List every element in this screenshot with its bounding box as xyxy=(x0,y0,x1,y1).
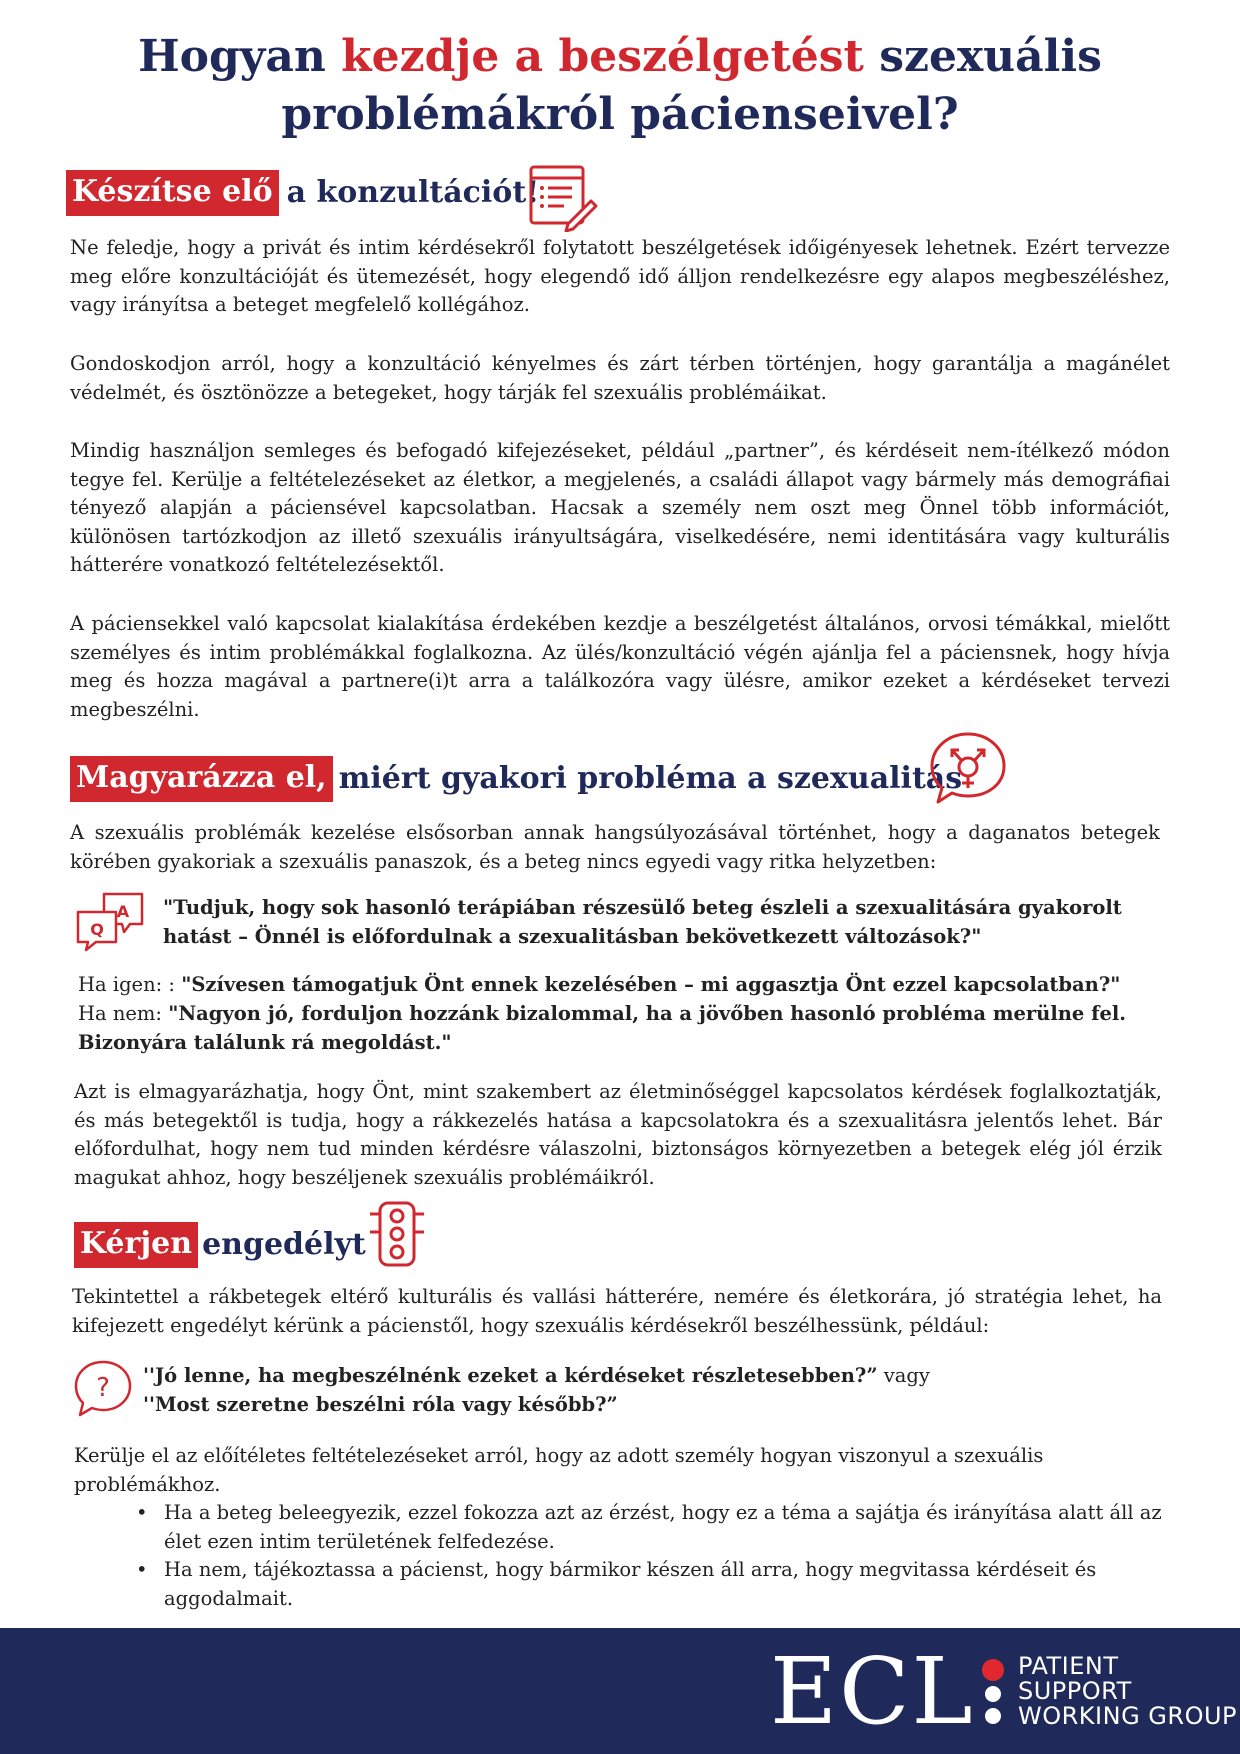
section1-paragraph: Gondoskodjon arról, hogy a konzultáció kényelmes és zárt térben történjen, hogy garantálja a magánélet védelmét, és ösztönözze a betegeket, hogy tárják fel szexuális problémáikat. xyxy=(70,352,1170,404)
section2-intro: A szexuális problémák kezelése elsősorban annak hangsúlyozásával történhet, hogy a daganatos betegek körében gyakoriak a szexuális panaszok, és a beteg nincs egyedi vagy ritka helyzetben: xyxy=(70,821,1160,873)
section2-title: miért gyakori probléma a szexualitás xyxy=(338,761,963,796)
question-bubble-icon xyxy=(72,1358,134,1420)
if-yes-line xyxy=(78,971,1168,1000)
working-group-line1: PATIENT xyxy=(1018,1652,1119,1680)
logo-dots-icon xyxy=(980,1658,1006,1728)
question2-text: ''Most szeretne beszélni róla vagy később?” xyxy=(143,1393,618,1416)
footer-band xyxy=(0,1628,1240,1754)
section3-bullet-list xyxy=(74,1499,1174,1613)
section2-tag: Magyarázza el, xyxy=(70,756,333,802)
question-mark: ? xyxy=(96,1373,110,1403)
title-part1: Hogyan xyxy=(138,31,342,82)
if-no-text: "Nagyon jó, forduljon hozzánk bizalommal, ha a jövőben hasonló probléma merülne fel. Bizonyára találunk rá megoldást." xyxy=(78,1002,1127,1054)
section1-heading xyxy=(66,170,539,216)
list-item: • Ha a beteg beleegyezik, ezzel fokozza azt az érzést, hogy ez a téma a sajátja és irányítása alatt áll az élet ezen intim területének felfedezése. xyxy=(74,1499,1174,1556)
question1-text: ''Jó lenne, ha megbeszélnénk ezeket a kérdéseket részletesebben?” xyxy=(143,1364,878,1387)
if-yes-label: Ha igen: : xyxy=(78,973,182,996)
qa-speech-bubbles-icon xyxy=(74,890,146,954)
title-part2: szexuális xyxy=(863,31,1102,82)
working-group-line3: WORKING GROUP xyxy=(1018,1702,1237,1730)
section3-tag: Kérjen xyxy=(74,1222,198,1268)
ecl-logo: ECL xyxy=(770,1638,975,1745)
title-highlight: kezdje a beszélgetést xyxy=(341,31,864,82)
section1-paragraph: Ne feledje, hogy a privát és intim kérdésekről folytatott beszélgetések időigényesek lehetnek. Ezért tervezze meg előre konzultációját és ütemezését, hogy elegendő idő álljon rendelkezésre egy alapos megbeszéléshez, vagy irányítsa a beteget megfelelő kollégához. xyxy=(70,236,1170,317)
page-title xyxy=(0,28,1240,144)
working-group-label xyxy=(1018,1654,1237,1729)
section3-title: engedélyt xyxy=(202,1227,366,1262)
answer-letter: A xyxy=(116,902,130,921)
list-item: • Ha nem, tájékoztassa a pácienst, hogy bármikor készen áll arra, hogy megvitassa kérdéseit és aggodalmait. xyxy=(74,1556,1174,1613)
if-yes-text: "Szívesen támogatjuk Önt ennek kezelésében – mi aggasztja Önt ezzel kapcsolatban?" xyxy=(181,973,1121,996)
section1-paragraph: A páciensekkel való kapcsolat kialakítása érdekében kezdje a beszélgetést általános, orvosi témákkal, mielőtt személyes és intim problémákkal foglalkozna. Az ülés/konzultáció végén ajánlja fel a páciensnek, hogy hívja meg és hozza magával a partnere(i)t arra a találkozóra vagy ülésre, amikor ezeket a kérdéseket tervezi megbeszélni. xyxy=(70,612,1170,721)
section1-paragraph: Mindig használjon semleges és befogadó kifejezéseket, például „partner”, és kérdéseit nem-ítélkező módon tegye fel. Kerülje a feltételezéseket az életkor, a megjelenés, a családi állapot vagy bármely más demográfiai tényező alapján a páciensével kapcsolatban. Hacsak a személy nem oszt meg Önnel több információt, különösen tartózkodjon az illető szexuális irányultságára, viselkedésére, nemi identitására vagy kulturális hátterére vonatkozó feltételezésektől. xyxy=(70,439,1170,577)
section2-heading xyxy=(70,756,962,802)
gender-symbol-speech-bubble-icon xyxy=(928,730,1008,808)
if-no-line xyxy=(78,1000,1168,1057)
title-line2: problémákról pácienseivel? xyxy=(281,89,959,140)
section3-heading xyxy=(74,1222,366,1268)
section2-outro: Azt is elmagyarázhatja, hogy Önt, mint szakembert az életminőséggel kapcsolatos kérdések foglalkoztatják, és más betegektől is tudja, hogy a rákkezelés hatása a kapcsolatokra és a szexualitásra jelentős lehet. Bár előfordulhat, hogy nem tud minden kérdésre válaszolni, biztonságos környezetben a betegek elég jól érzik magukat ahhoz, hogy beszéljenek szexuális problémáikról. xyxy=(74,1080,1162,1189)
permission-question-1 xyxy=(143,1362,1143,1391)
section1-tag: Készítse elő xyxy=(66,170,279,216)
section3-intro: Tekintettel a rákbetegek eltérő kulturális és vallási hátterére, nemére és életkorára, jó stratégia lehet, ha kifejezett engedélyt kérünk a pácienstől, hogy szexuális kérdésekről beszélhessünk, például: xyxy=(72,1285,1162,1337)
section3-outro: Kerülje el az előítéletes feltételezéseket arról, hogy az adott személy hogyan viszonyul a szexuális problémákhoz. xyxy=(74,1444,1044,1496)
traffic-light-icon xyxy=(366,1200,428,1268)
permission-question-2 xyxy=(143,1391,1143,1420)
if-no-label: Ha nem: xyxy=(78,1002,169,1025)
question-letter: Q xyxy=(90,920,104,939)
working-group-line2: SUPPORT xyxy=(1018,1677,1132,1705)
checklist-pencil-icon xyxy=(528,164,598,232)
question-connector: vagy xyxy=(877,1364,930,1387)
section1-title: a konzultációt! xyxy=(286,175,540,210)
section2-quote: "Tudjuk, hogy sok hasonló terápiában részesülő beteg észleli a szexualitására gyakorolt hatást – Önnél is előfordulnak a szexualitásban bekövetkezett változások?" xyxy=(163,896,1122,948)
